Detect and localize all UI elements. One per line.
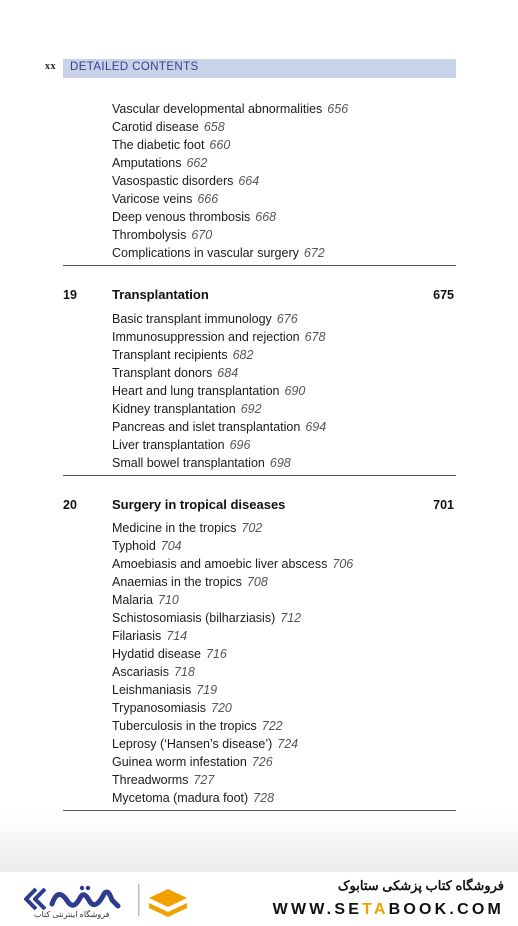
- entry-title: Malaria: [112, 593, 153, 607]
- entry-page: 670: [191, 228, 213, 242]
- entry-page: 666: [197, 192, 219, 206]
- store-name: فروشگاه کتاب پزشکی ستابوک: [337, 878, 504, 893]
- entry-title: Hydatid disease: [112, 647, 201, 661]
- entry-title: Tuberculosis in the tropics: [112, 719, 257, 733]
- toc-entry[interactable]: [112, 771, 353, 789]
- entry-page: 718: [173, 665, 195, 679]
- entry-title: Amoebiasis and amoebic liver abscess: [112, 557, 328, 571]
- entry-title: Pancreas and islet transplantation: [112, 420, 301, 434]
- entry-title: Leprosy (‘Hansen’s disease’): [112, 737, 273, 751]
- section-divider: [63, 810, 456, 811]
- chapter-page: 675: [433, 288, 454, 302]
- entry-page: 708: [246, 575, 268, 589]
- entry-title: Liver transplantation: [112, 438, 225, 452]
- entry-page: 724: [277, 737, 299, 751]
- entry-page: 676: [276, 312, 298, 326]
- toc-entry[interactable]: [112, 454, 326, 472]
- url-suffix: BOOK.COM: [388, 901, 504, 918]
- entry-page: 662: [186, 156, 208, 170]
- chapter-number: 20: [63, 498, 77, 512]
- entry-page: 728: [253, 791, 275, 805]
- entry-title: Carotid disease: [112, 120, 199, 134]
- entry-page: 706: [332, 557, 354, 571]
- entry-title: Ascariasis: [112, 665, 169, 679]
- entry-page: 668: [255, 210, 277, 224]
- entry-title: Vasospastic disorders: [112, 174, 234, 188]
- entry-title: Amputations: [112, 156, 182, 170]
- entry-page: 694: [305, 420, 327, 434]
- toc-entry[interactable]: [112, 136, 348, 154]
- entry-title: Trypanosomiasis: [112, 701, 207, 715]
- entry-page: 682: [232, 348, 254, 362]
- url-prefix: WWW.SE: [272, 901, 363, 918]
- store-url-link[interactable]: [273, 901, 504, 919]
- toc-entry[interactable]: [112, 172, 348, 190]
- entry-page: 727: [193, 773, 215, 787]
- entry-page: 678: [304, 330, 326, 344]
- toc-entry[interactable]: [112, 418, 326, 436]
- toc-entry[interactable]: [112, 573, 353, 591]
- chapter-page: 701: [433, 498, 454, 512]
- logo-caption: فروشگاه اینترنتی کتاب: [34, 910, 110, 919]
- toc-entry[interactable]: [112, 627, 353, 645]
- toc-entry[interactable]: [112, 400, 326, 418]
- toc-entry[interactable]: [112, 244, 348, 262]
- entry-title: Deep venous thrombosis: [112, 210, 251, 224]
- entry-title: Anaemias in the tropics: [112, 575, 242, 589]
- toc-entry[interactable]: [112, 663, 353, 681]
- entry-page: 704: [160, 539, 182, 553]
- section-divider: [63, 475, 456, 476]
- entry-title: Immunosuppression and rejection: [112, 330, 300, 344]
- toc-entry[interactable]: [112, 226, 348, 244]
- entry-title: Kidney transplantation: [112, 402, 236, 416]
- entry-page: 684: [217, 366, 239, 380]
- entry-page: 716: [205, 647, 227, 661]
- entry-page: 722: [261, 719, 283, 733]
- entry-title: Varicose veins: [112, 192, 193, 206]
- entry-title: Thrombolysis: [112, 228, 187, 242]
- entry-title: Complications in vascular surgery: [112, 246, 299, 260]
- entry-title: Leishmaniasis: [112, 683, 192, 697]
- entry-page: 692: [240, 402, 262, 416]
- toc-entry[interactable]: [112, 190, 348, 208]
- toc-entry[interactable]: [112, 118, 348, 136]
- entry-page: 712: [280, 611, 302, 625]
- continued-entry-list: [112, 100, 348, 262]
- toc-entry[interactable]: [112, 154, 348, 172]
- toc-entry[interactable]: [112, 681, 353, 699]
- entry-page: 710: [158, 593, 179, 607]
- chapter-entry-list: [112, 310, 326, 472]
- running-header-title: DETAILED CONTENTS: [70, 61, 199, 73]
- toc-entry[interactable]: [112, 717, 353, 735]
- entry-title: Transplant donors: [112, 366, 213, 380]
- entry-page: 664: [238, 174, 260, 188]
- toc-entry[interactable]: [112, 789, 353, 807]
- entry-title: Schistosomiasis (bilharziasis): [112, 611, 276, 625]
- entry-title: Mycetoma (madura foot): [112, 791, 249, 805]
- entry-page: 714: [166, 629, 188, 643]
- entry-page: 656: [327, 102, 349, 116]
- entry-title: Typhoid: [112, 539, 156, 553]
- toc-entry[interactable]: [112, 609, 353, 627]
- entry-page: 702: [241, 521, 263, 535]
- toc-entry[interactable]: [112, 208, 348, 226]
- toc-entry[interactable]: [112, 346, 326, 364]
- toc-entry[interactable]: [112, 436, 326, 454]
- entry-title: Medicine in the tropics: [112, 521, 237, 535]
- toc-entry[interactable]: [112, 519, 353, 537]
- entry-title: Transplant recipients: [112, 348, 228, 362]
- section-divider: [63, 265, 456, 266]
- chapter-title[interactable]: Transplantation: [112, 287, 209, 302]
- toc-entry[interactable]: [112, 645, 353, 663]
- entry-page: 720: [211, 701, 232, 715]
- toc-entry[interactable]: [112, 537, 353, 555]
- chapter-number: 19: [63, 288, 77, 302]
- entry-title: Filariasis: [112, 629, 162, 643]
- entry-page: 726: [251, 755, 273, 769]
- entry-title: Vascular developmental abnormalities: [112, 102, 323, 116]
- chapter-entry-list: [112, 519, 353, 807]
- toc-entry[interactable]: [112, 382, 326, 400]
- entry-page: 690: [284, 384, 306, 398]
- toc-entry[interactable]: [112, 328, 326, 346]
- toc-entry[interactable]: [112, 310, 326, 328]
- entry-page: 658: [203, 120, 225, 134]
- entry-page: 660: [209, 138, 231, 152]
- entry-title: The diabetic foot: [112, 138, 205, 152]
- url-accent: TA: [362, 901, 389, 918]
- toc-entry[interactable]: [112, 699, 353, 717]
- entry-title: Basic transplant immunology: [112, 312, 272, 326]
- toc-entry[interactable]: [112, 555, 353, 573]
- page-bottom-shadow: [0, 812, 518, 872]
- entry-page: 719: [196, 683, 218, 697]
- entry-title: Heart and lung transplantation: [112, 384, 280, 398]
- entry-page: 672: [303, 246, 325, 260]
- toc-entry[interactable]: [112, 735, 353, 753]
- entry-title: Small bowel transplantation: [112, 456, 265, 470]
- entry-title: Threadworms: [112, 773, 189, 787]
- entry-page: 698: [269, 456, 291, 470]
- toc-entry[interactable]: [112, 753, 353, 771]
- chapter-title[interactable]: Surgery in tropical diseases: [112, 497, 286, 512]
- entry-title: Guinea worm infestation: [112, 755, 247, 769]
- toc-entry[interactable]: [112, 364, 326, 382]
- toc-entry[interactable]: [112, 100, 348, 118]
- toc-entry[interactable]: [112, 591, 353, 609]
- page-number: xx: [45, 61, 56, 72]
- entry-page: 696: [229, 438, 251, 452]
